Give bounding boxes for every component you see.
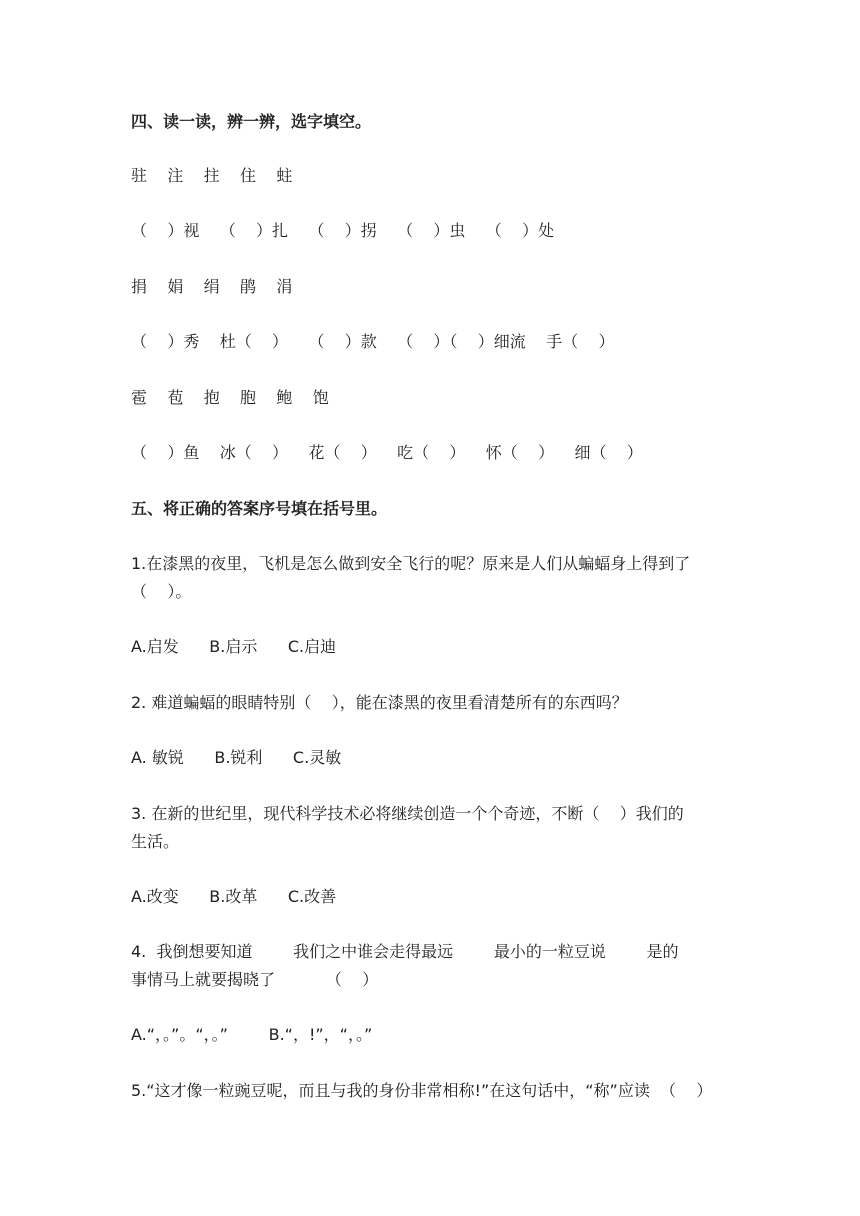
question-4-text: 4. 我倒想要知道 我们之中谁会走得最远 最小的一粒豆说 是的 bbox=[131, 942, 679, 961]
blanks-group-3: （ ）鱼 冰（ ） 花（ ） 吃（ ） 怀（ ） 细（ ） bbox=[131, 443, 643, 462]
char-group-1: 驻 注 拄 住 蛀 bbox=[131, 166, 293, 185]
question-1-options: A.启发 B.启示 C.启迪 bbox=[131, 637, 337, 656]
question-3-text: 3. 在新的世纪里，现代科学技术必将继续创造一个个奇迹，不断（ ）我们的 bbox=[131, 804, 684, 823]
char-group-2: 捐 娟 绢 鹃 涓 bbox=[131, 277, 293, 296]
question-2-text: 2. 难道蝙蝠的眼睛特别（ ），能在漆黑的夜里看清楚所有的东西吗？ bbox=[131, 693, 628, 712]
section-5-heading: 五、将正确的答案序号填在括号里。 bbox=[131, 499, 388, 518]
question-3-options: A.改变 B.改革 C.改善 bbox=[131, 887, 337, 906]
section-4-heading: 四、读一读，辨一辨，选字填空。 bbox=[131, 112, 372, 131]
blanks-group-2: （ ）秀 杜（ ） （ ）款 （ ）（ ）细流 手（ ） bbox=[131, 332, 615, 351]
question-2-options: A. 敏锐 B.锐利 C.灵敏 bbox=[131, 748, 342, 767]
question-1-blank: （ ）。 bbox=[131, 582, 192, 601]
question-5-text: 5.“这才像一粒豌豆呢，而且与我的身份非常相称!”在这句话中，“称”应读 （ ） bbox=[131, 1081, 713, 1100]
question-3-text-cont: 生活。 bbox=[131, 832, 180, 851]
question-4-options: A.“，。”。“，。” B.“，!”，“，。” bbox=[131, 1025, 373, 1044]
question-1-text: 1.在漆黑的夜里，飞机是怎么做到安全飞行的呢？原来是人们从蝙蝠身上得到了 bbox=[131, 554, 691, 573]
char-group-3: 雹 苞 抱 胞 鲍 饱 bbox=[131, 388, 329, 407]
question-4-text-cont: 事情马上就要揭晓了 （ ） bbox=[131, 970, 379, 989]
blanks-group-1: （ ）视 （ ）扎 （ ）拐 （ ）虫 （ ）处 bbox=[131, 221, 555, 240]
